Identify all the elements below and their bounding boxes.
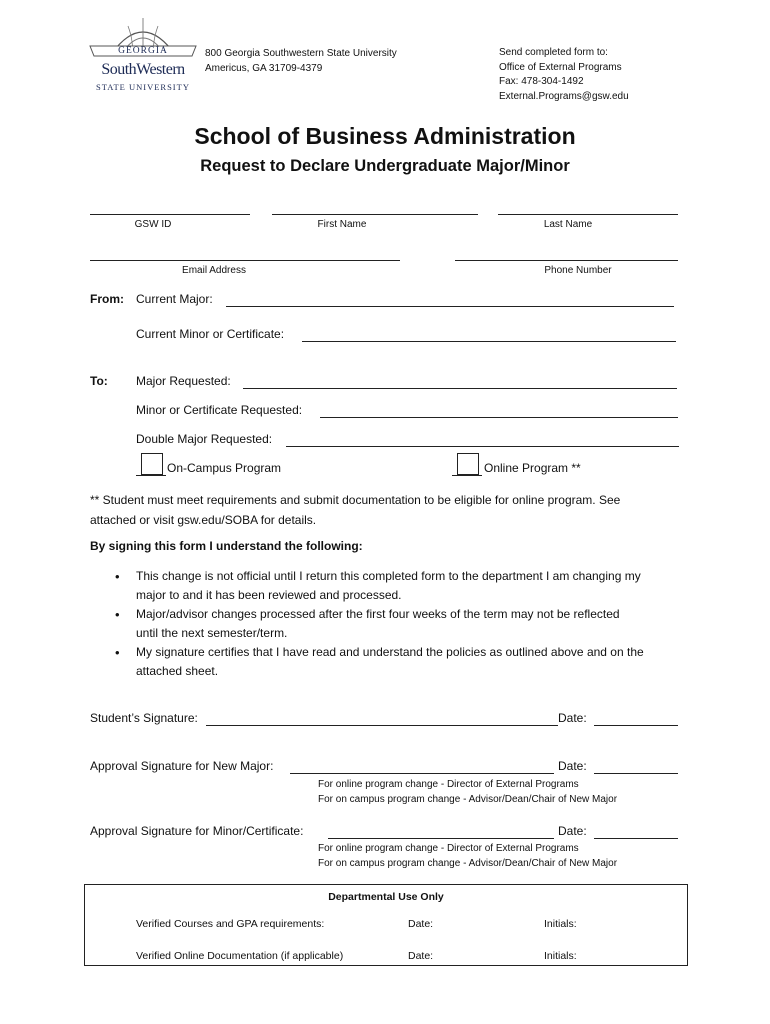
verified-courses-date: Date: [408, 918, 434, 930]
current-major-label: Current Major: [136, 292, 213, 306]
list-item: • My signature certifies that I have read and understand the policies as outlined above and on the attached sheet. [136, 643, 696, 681]
from-label: From: [90, 292, 124, 306]
double-major-field[interactable] [286, 446, 679, 447]
page-subtitle: Request to Declare Undergraduate Major/Minor [200, 157, 570, 175]
email-field[interactable] [90, 260, 400, 261]
page-title: School of Business Administration [194, 123, 576, 149]
gsw-id-caption: GSW ID [134, 219, 172, 230]
online-note [90, 490, 620, 530]
on-campus-label: On-Campus Program [167, 461, 282, 475]
approval-major-field[interactable] [290, 773, 554, 774]
approval-major-campus-note: For on campus program change - Advisor/Dean/Chair of New Major [318, 794, 618, 805]
current-major-field[interactable] [226, 306, 674, 307]
first-name-field[interactable] [272, 214, 478, 215]
approval-major-label: Approval Signature for New Major: [90, 759, 274, 773]
student-date-label: Date: [558, 711, 587, 725]
approval-minor-campus-note: For on campus program change - Advisor/Dean/Chair of New Major [318, 858, 618, 869]
approval-minor-date-field[interactable] [594, 838, 678, 839]
logo-bottom-text: STATE UNIVERSITY [96, 82, 190, 92]
to-label: To: [90, 374, 108, 388]
minor-requested-label: Minor or Certificate Requested: [136, 403, 303, 417]
verified-online-label: Verified Online Documentation (if applicable) [136, 950, 344, 962]
email-caption: Email Address [182, 265, 246, 276]
double-major-label: Double Major Requested: [136, 432, 273, 446]
address-line-2: Americus, GA 31709-4379 [205, 63, 323, 74]
major-requested-label: Major Requested: [136, 374, 231, 388]
send-to-line-1: Send completed form to: [499, 47, 608, 58]
university-logo [88, 14, 198, 96]
verified-courses-initials: Initials: [544, 918, 577, 930]
current-minor-field[interactable] [302, 341, 676, 342]
verified-courses-label: Verified Courses and GPA requirements: [136, 918, 325, 930]
approval-minor-label: Approval Signature for Minor/Certificate: [90, 824, 304, 838]
online-checkbox[interactable] [457, 453, 479, 475]
first-name-caption: First Name [317, 219, 367, 230]
gsw-id-field[interactable] [90, 214, 250, 215]
approval-major-online-note: For online program change - Director of External Programs [318, 779, 579, 790]
signing-heading: By signing this form I understand the following: [90, 539, 363, 553]
phone-field[interactable] [455, 260, 678, 261]
send-to-email: External.Programs@gsw.edu [499, 90, 629, 102]
on-campus-underline [136, 475, 166, 476]
send-to-block [499, 46, 629, 104]
phone-caption: Phone Number [544, 265, 612, 276]
major-requested-field[interactable] [243, 388, 677, 389]
address-block [205, 46, 397, 76]
logo-top-text: GEORGIA [118, 46, 168, 56]
list-item: • Major/advisor changes processed after the first four weeks of the term may not be reflected until the next semester/term. [136, 605, 696, 643]
approval-major-date-label: Date: [558, 759, 587, 773]
student-signature-label: Student’s Signature: [90, 711, 198, 725]
departmental-heading: Departmental Use Only [328, 891, 444, 903]
approval-minor-online-note: For online program change - Director of External Programs [318, 843, 579, 854]
approval-minor-field[interactable] [328, 838, 554, 839]
minor-requested-field[interactable] [320, 417, 678, 418]
departmental-use-box [84, 884, 688, 966]
approval-major-date-field[interactable] [594, 773, 678, 774]
send-to-line-3: Fax: 478-304-1492 [499, 76, 584, 87]
online-note-line-2: attached or visit gsw.edu/SOBA for details. [90, 513, 317, 527]
send-to-line-2: Office of External Programs [499, 61, 622, 73]
on-campus-checkbox[interactable] [141, 453, 163, 475]
online-note-line-1: ** Student must meet requirements and submit documentation to be eligible for online program. See [90, 493, 621, 507]
current-minor-label: Current Minor or Certificate: [136, 327, 285, 341]
approval-minor-date-label: Date: [558, 824, 587, 838]
online-label: Online Program ** [484, 461, 581, 475]
list-item: • This change is not official until I return this completed form to the department I am changing my major to and it has been reviewed and processed. [136, 567, 696, 605]
last-name-field[interactable] [498, 214, 678, 215]
last-name-caption: Last Name [543, 219, 593, 230]
address-line-1: 800 Georgia Southwestern State University [205, 48, 397, 59]
online-underline [452, 475, 482, 476]
logo-mid-text: SouthWestern [101, 61, 185, 78]
student-signature-field[interactable] [206, 725, 558, 726]
policy-list [136, 567, 696, 681]
verified-online-date: Date: [408, 950, 434, 962]
verified-online-initials: Initials: [544, 950, 577, 962]
student-date-field[interactable] [594, 725, 678, 726]
